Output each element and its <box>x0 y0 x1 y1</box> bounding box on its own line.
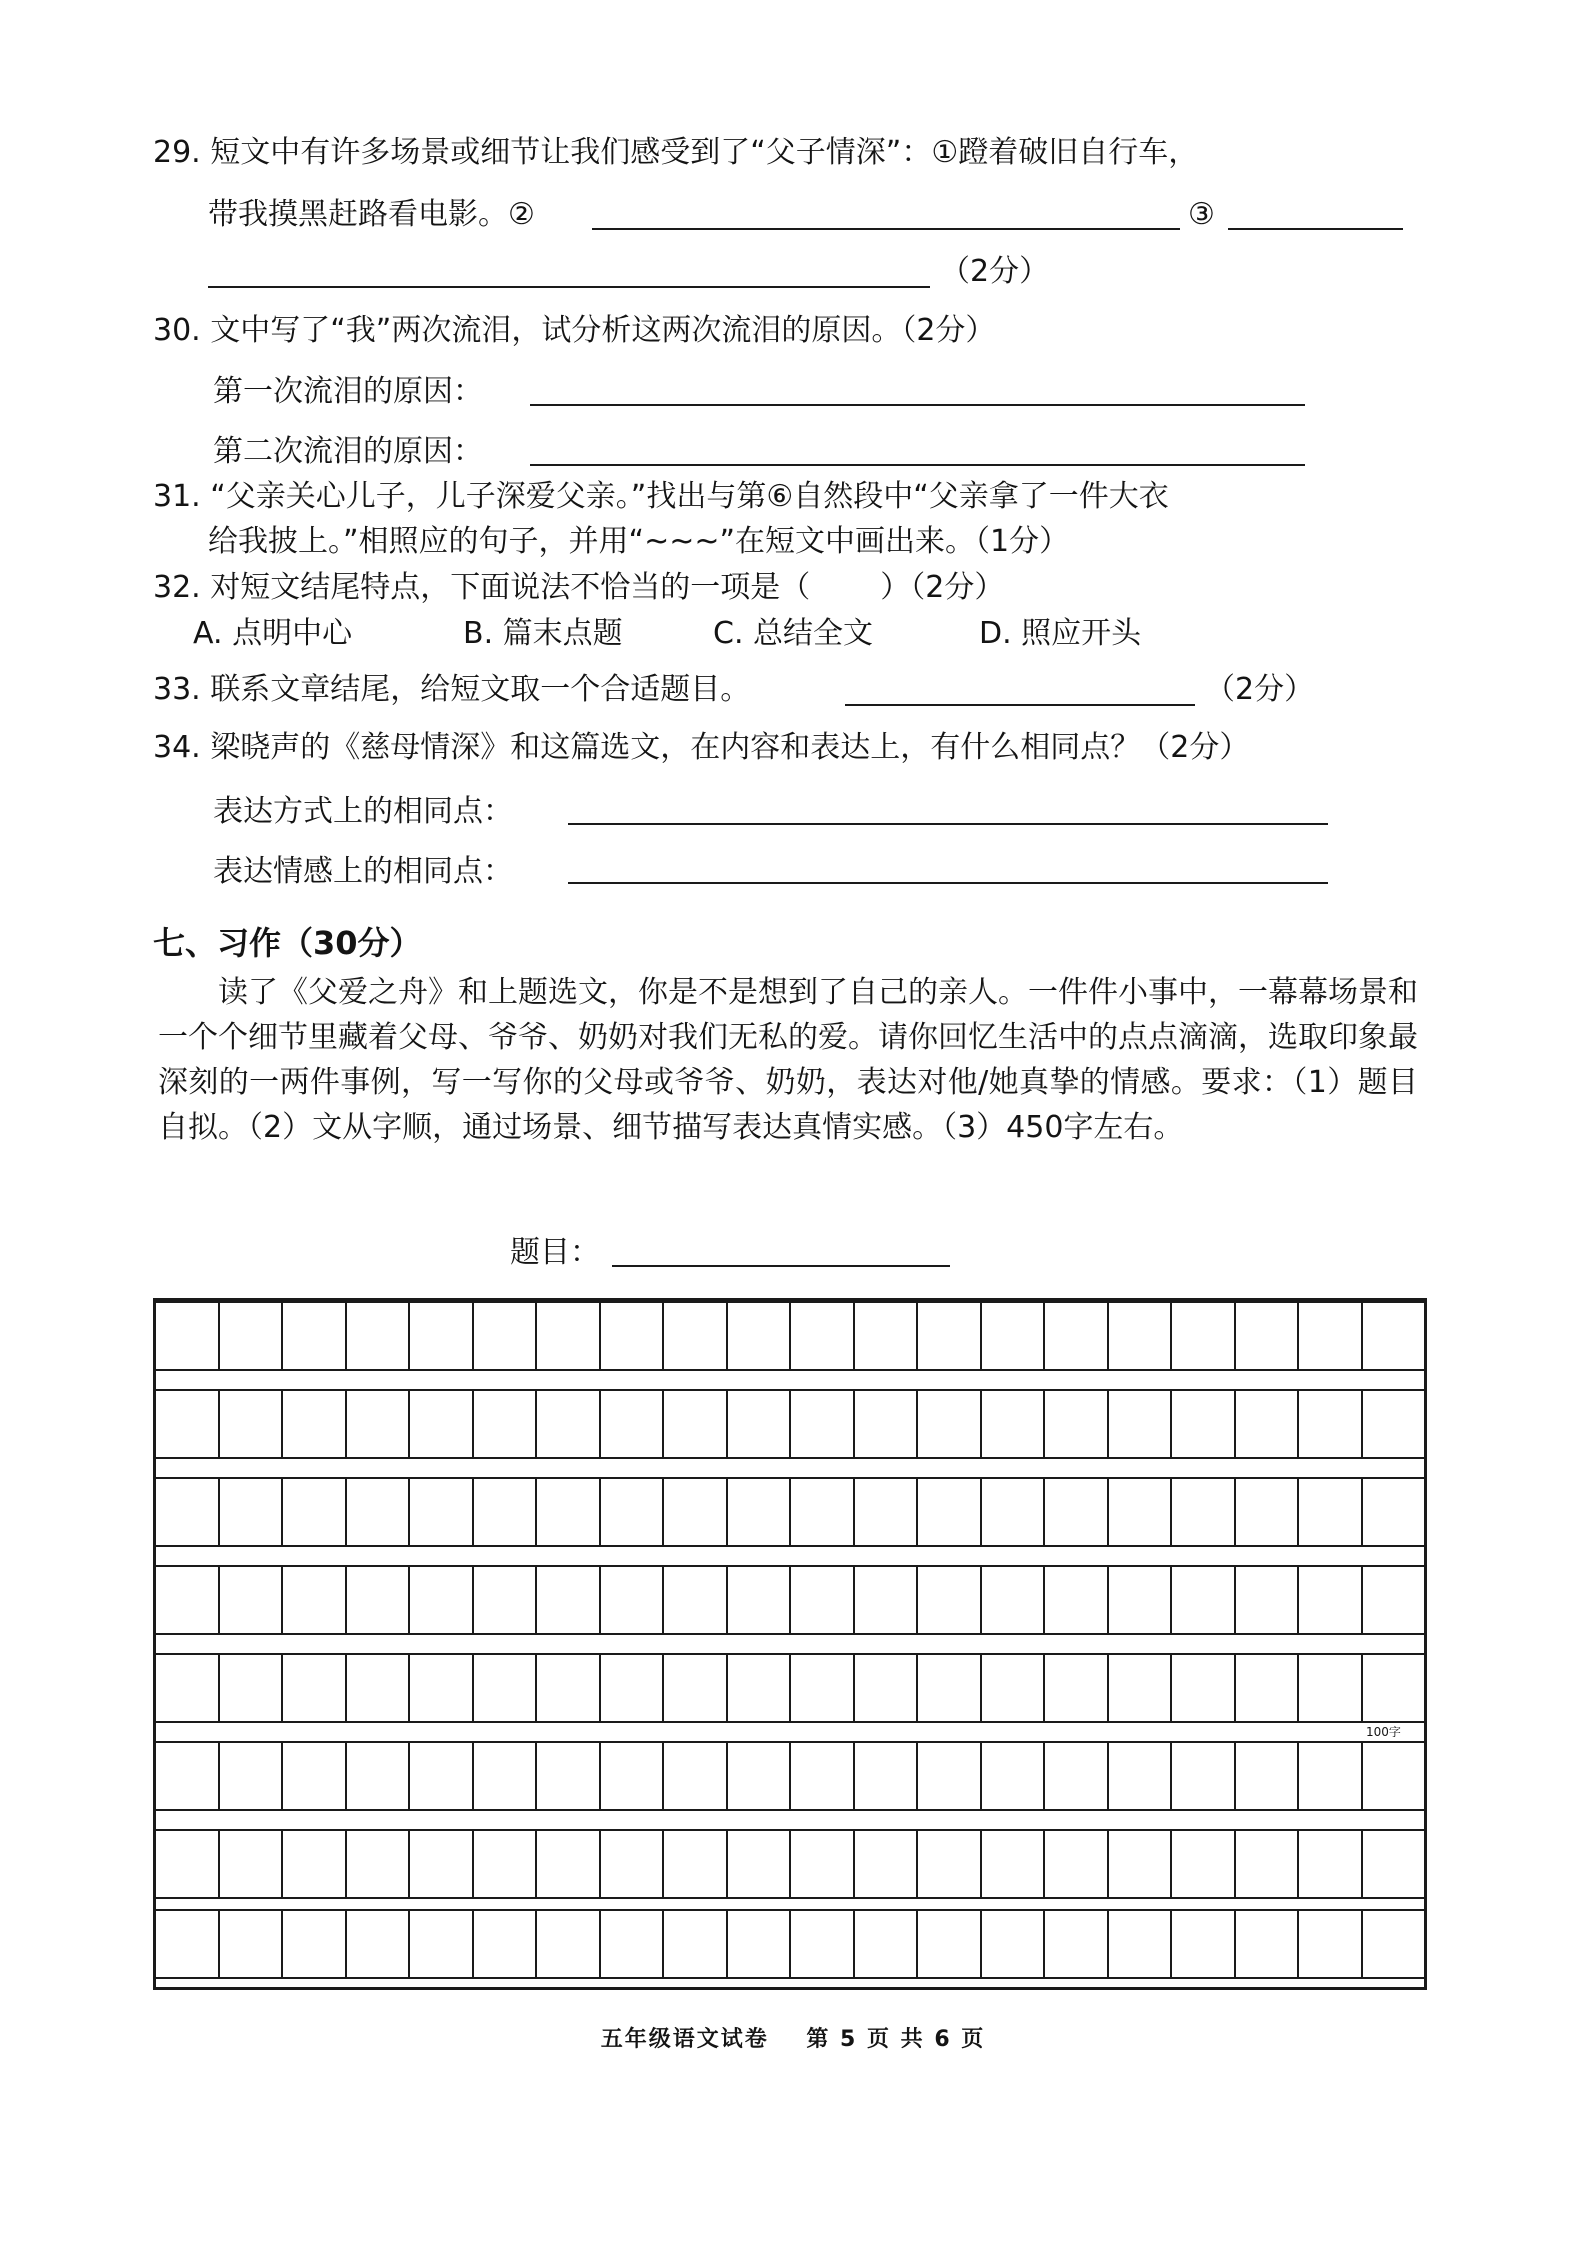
q33-score: （2分） <box>1205 672 1315 707</box>
q34-label1: 表达方式上的相同点： <box>213 794 513 829</box>
q29-answer-blank-2[interactable] <box>592 228 1180 230</box>
section7-prompt: 读了《父爱之舟》和上题选文，你是不是想到了自己的亲人。一件件小事中，一幕幕场景和一个个细节里藏着父母、爷爷、奶奶对我们无私的爱。请你回忆生活中的点点滴滴，选取印象最深刻的一两件事例，写一写你的父母或爷爷、奶奶，表达对他/她真挚的情感。要求：（1）题目自拟。（2）文从字顺，通过场景、细节描写表达真情实感。（3）450字左右。 <box>158 975 1418 1145</box>
grid-row[interactable] <box>156 1477 1424 1547</box>
grid-row[interactable] <box>156 1741 1424 1811</box>
q32-options <box>193 614 1293 654</box>
q32-option-a[interactable]: A. 点明中心 <box>193 616 353 651</box>
grid-row[interactable] <box>156 1301 1424 1371</box>
q34-label2: 表达情感上的相同点： <box>213 854 513 889</box>
q30-label2: 第二次流泪的原因： <box>213 434 483 469</box>
q32-question-text: 32. 对短文结尾特点，下面说法不恰当的一项是（ <box>153 570 811 605</box>
grid-row[interactable] <box>156 1389 1424 1459</box>
q32-option-d[interactable]: D. 照应开头 <box>979 616 1142 651</box>
q29-circle3: ③ <box>1188 197 1215 232</box>
q33-answer-blank[interactable] <box>845 704 1195 706</box>
q32-score: ）（2分） <box>880 570 1005 605</box>
q34-question: 34. 梁晓声的《慈母情深》和这篇选文，在内容和表达上，有什么相同点？（2分） <box>153 730 1250 765</box>
q29-line1: 29. 短文中有许多场景或细节让我们感受到了“父子情深”：①蹬着破旧自行车， <box>153 135 1199 170</box>
q34-answer-blank-2[interactable] <box>568 882 1328 884</box>
q30-label1: 第一次流泪的原因： <box>213 374 483 409</box>
grid-row[interactable] <box>156 1653 1424 1723</box>
grid-100-char-mark: 100字 <box>1366 1725 1401 1739</box>
grid-row[interactable] <box>156 1829 1424 1899</box>
q32-option-c[interactable]: C. 总结全文 <box>713 616 874 651</box>
q31-line2: 给我披上。”相照应的句子，并用“~~~”在短文中画出来。（1分） <box>208 524 1070 559</box>
q30-question: 30. 文中写了“我”两次流泪，试分析这两次流泪的原因。（2分） <box>153 313 996 348</box>
grid-row[interactable] <box>156 1909 1424 1979</box>
composition-title-label: 题目： <box>510 1235 600 1270</box>
composition-grid <box>153 1298 1427 1990</box>
footer-page-number: 第 5 页 共 6 页 <box>806 2027 986 2052</box>
q29-score: （2分） <box>940 254 1050 289</box>
q31-line1: 31. “父亲关心儿子，儿子深爱父亲。”找出与第⑥自然段中“父亲拿了一件大衣 <box>153 479 1169 514</box>
q33-question: 33. 联系文章结尾，给短文取一个合适题目。 <box>153 672 751 707</box>
q30-answer-blank-1[interactable] <box>530 404 1305 406</box>
q30-answer-blank-2[interactable] <box>530 464 1305 466</box>
footer-paper-title: 五年级语文试卷 <box>600 2027 769 2052</box>
q32-option-b[interactable]: B. 篇末点题 <box>463 616 623 651</box>
q29-answer-blank-3b[interactable] <box>208 286 930 288</box>
q29-answer-blank-3a[interactable] <box>1228 228 1403 230</box>
q32-question <box>153 568 1004 608</box>
page-footer <box>0 2022 1586 2053</box>
composition-title-blank[interactable] <box>612 1265 950 1267</box>
grid-row[interactable] <box>156 1565 1424 1635</box>
q29-line2: 带我摸黑赶路看电影。② <box>208 197 535 232</box>
section7-heading: 七、习作（30分） <box>153 924 422 962</box>
q34-answer-blank-1[interactable] <box>568 823 1328 825</box>
